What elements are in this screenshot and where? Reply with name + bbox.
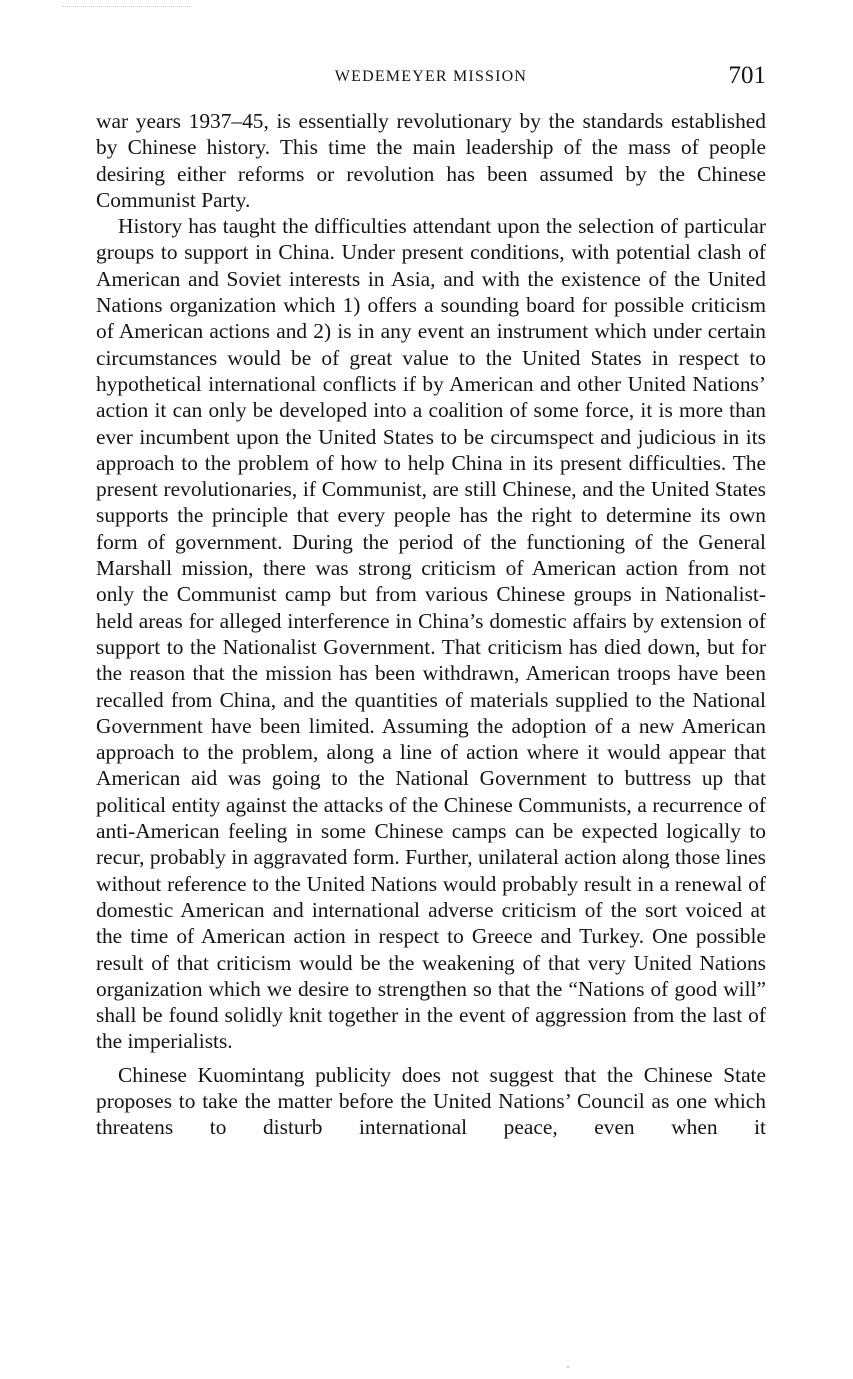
paragraph-history: History has taught the difficulties attendant upon the selection of particular groups to support in China. Under present conditions, with potential clash of American and Soviet interests in Asia, and with the existence of the United Nations organization which 1) offers a sounding board for possible criticism of American actions and 2) is in any event an instrument which under certain circumstances would be of great value to the United States in respect to hypothetical international conflicts if by American and other United Nations’ action it can only be developed into a coalition of some force, it is more than ever incumbent upon the United States to be circumspect and judicious in its approach to the problem of how to help China in its present difficulties. The present revolutionaries, if Communist, are still Chinese, and the United States supports the principle that every people has the right to determine its own form of government. During the period of the functioning of the General Marshall mission, there was strong criticism of American action from not only the Communist camp but from various Chinese groups in Nationalist-held areas for alleged interference in China’s domestic affairs by extension of support to the Nationalist Government. That criticism has died down, but for the reason that the mission has been withdrawn, American troops have been recalled from China, and the quantities of materials supplied to the National Government have been limited. Assuming the adoption of a new American approach to the problem, along a line of action where it would appear that American aid was going to the National Government to buttress up that political entity against the attacks of the Chinese Communists, a recurrence of anti-American feeling in some Chinese camps can be expected logically to recur, probably in aggravated form. Further, unilateral action along those lines without reference to the United Nations would probably result in a renewal of domestic American and international adverse criticism of the sort voiced at the time of American action in respect to Greece and Turkey. One possible result of that criticism would be the weakening of that very United Nations organization which we desire to strengthen so that the “Nations of good will” shall be found solidly knit together in the event of aggression from the last of the imperialists. [96, 214, 766, 1054]
paragraph-continuation: war years 1937–45, is essentially revolutionary by the standards established by Chinese history. This time the main leadership of the mass of people desiring either reforms or revolution has been assumed by the Chinese Communist Party. [96, 109, 766, 212]
running-title: WEDEMEYER MISSION [334, 68, 528, 85]
scan-artifact [62, 6, 192, 9]
paragraph-kuomintang-publicity: Chinese Kuomintang publicity does not suggest that the Chinese State proposes to take the matter before the United Nations’ Council as one which threatens to disturb international peace, even when it [96, 1062, 766, 1140]
body-text [96, 108, 766, 1141]
running-head [96, 62, 766, 94]
page-number: 701 [728, 62, 766, 89]
book-page [96, 62, 766, 1141]
scan-speck [567, 1366, 569, 1368]
